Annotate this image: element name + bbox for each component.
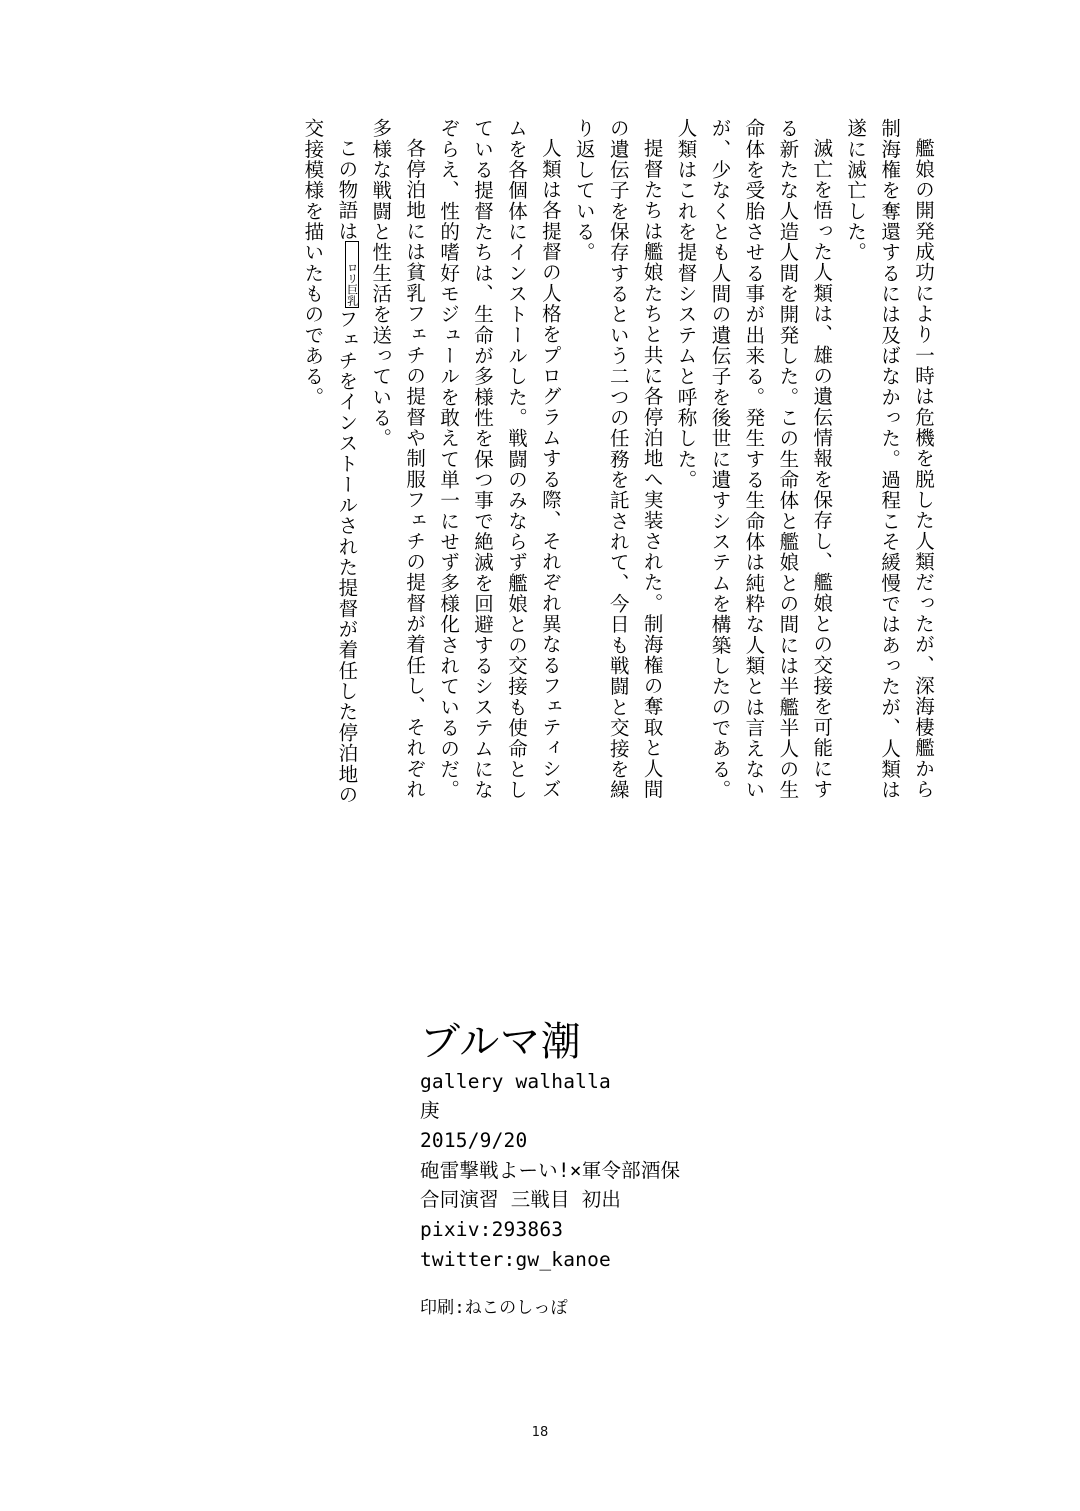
- pixiv-handle: pixiv:293863: [420, 1217, 564, 1241]
- afterword-paragraph-5: 各停泊地には貧乳フェチの提督や制服フェチの提督が着任し、それぞれ多様な戦闘と性生活を送っている。: [369, 118, 427, 799]
- afterword-paragraph-6: この物語はロリ巨乳フェチをインストールされた提督が着任した停泊地の交接模様を描いたものである。: [301, 118, 359, 805]
- event-detail: 合同演習 三戦目 初出: [420, 1188, 622, 1212]
- afterword-paragraph-4: 人類は各提督の人格をプログラムする際、それぞれ異なるフェティシズムを各個体にインストールした。戦闘のみならず艦娘との交接も使命としている提督たちは、生命が多様性を保つ事で絶滅を回避するシステムになぞらえ、性的嗜好モジュールを敢えて単一にせず多様化されているのだ。: [437, 118, 562, 801]
- afterword-text-block: [140, 118, 940, 818]
- event-name: 砲雷撃戦よーい!×軍令部酒保: [420, 1158, 681, 1182]
- afterword-paragraph-2: 滅亡を悟った人類は、雄の遺伝情報を保存し、艦娘との交接を可能にする新たな人造人間を開発した。この生命体と艦娘との間には半艦半人の生命体を受胎させる事が出来る。発生する生命体は純粋な人類とは言えないが、少なくとも人間の遺伝子を後世に遺すシステムを構築したのである。人類はこれを提督システムと呼称した。: [674, 118, 834, 801]
- circle-name: gallery walhalla: [420, 1069, 611, 1093]
- colophon: [420, 1020, 940, 1322]
- publication-date: 2015/9/20: [420, 1129, 528, 1153]
- printer-name: 印刷:ねこのしっぽ: [420, 1298, 568, 1319]
- author-name: 庚: [420, 1099, 440, 1123]
- afterword-paragraph-1: 艦娘の開発成功により一時は危機を脱した人類だったが、深海棲艦から制海権を奪還するには及ばなかった。過程こそ緩慢ではあったが、人類は遂に滅亡した。: [844, 118, 935, 801]
- page-number: 18: [531, 1425, 549, 1440]
- work-title: ブルマ潮: [420, 1019, 582, 1065]
- twitter-handle: twitter:gw_kanoe: [420, 1247, 611, 1271]
- colophon-spacer: [420, 1274, 940, 1296]
- afterword-paragraph-3: 提督たちは艦娘たちと共に各停泊地へ実装された。制海権の奪取と人間の遺伝子を保存するという二つの任務を託されて、今日も戦闘と交接を繰り返している。: [572, 118, 664, 801]
- ruby-annotation-box: ロリ巨乳: [345, 241, 359, 309]
